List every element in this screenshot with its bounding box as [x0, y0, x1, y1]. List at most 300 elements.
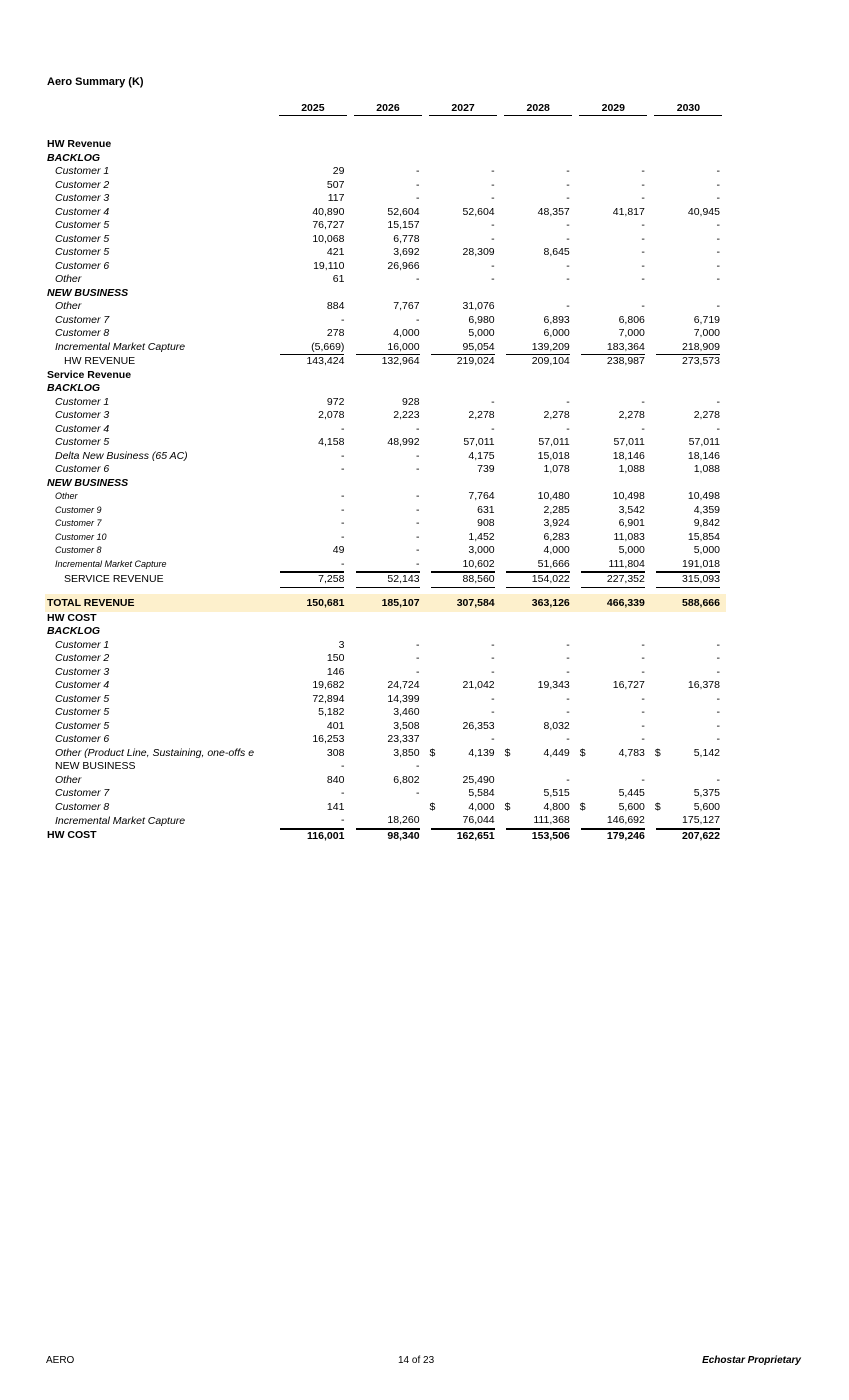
value-cell: 238,987	[606, 355, 645, 367]
value-cell: -	[416, 178, 420, 191]
value-cell: 183,364	[576, 341, 651, 356]
value-cell: -	[641, 165, 645, 177]
year-header: 2025	[275, 100, 350, 116]
value-cell: 40,890	[312, 205, 345, 218]
value-cell: -	[716, 232, 720, 245]
value-cell: -	[716, 246, 720, 258]
row-label: HW REVENUE	[64, 355, 136, 367]
value-cell: 7,764	[468, 490, 495, 502]
value-cell: 4,175	[468, 449, 495, 462]
row-label: Customer 3	[55, 665, 110, 678]
value-cell: 24,724	[387, 679, 420, 691]
row-label: BACKLOG	[47, 382, 101, 394]
value-cell: 111,804	[576, 558, 651, 573]
value-cell: 16,378	[687, 679, 720, 691]
row-label: NEW BUSINESS	[55, 760, 136, 772]
row-label: SERVICE REVENUE	[64, 573, 164, 585]
value-cell: 6,806	[618, 313, 645, 326]
value-cell: 209,104	[531, 355, 570, 367]
value-cell: 5,000	[468, 327, 495, 339]
value-cell: 57,011	[613, 436, 645, 448]
value-cell: 16,727	[612, 679, 645, 691]
value-cell: -	[641, 422, 645, 435]
value-cell: 1,088	[693, 463, 720, 475]
value-cell: -	[416, 517, 420, 529]
table-row	[45, 179, 726, 193]
value-cell: 6,893	[543, 313, 570, 326]
value-cell: 10,498	[687, 490, 720, 502]
table-row	[45, 409, 726, 423]
value-cell: 146	[326, 665, 345, 678]
table-row	[45, 327, 726, 341]
row-label: Incremental Market Capture	[55, 341, 186, 353]
value-cell: 2,285	[543, 503, 570, 516]
value-cell: -	[491, 192, 495, 204]
row-label: Customer 5	[55, 692, 110, 705]
value-cell: -	[716, 692, 720, 705]
value-cell: -	[716, 706, 720, 718]
value-cell: 2,278	[618, 409, 645, 421]
row-label: HW COST	[47, 829, 97, 841]
value-cell: -	[416, 449, 420, 462]
value-cell: 3,508	[393, 719, 420, 732]
value-cell: -	[716, 422, 720, 435]
value-cell: 19,343	[537, 679, 570, 691]
value-cell: 57,011	[463, 436, 495, 448]
row-label: Customer 9	[55, 504, 102, 515]
value-cell: 3,692	[393, 246, 420, 258]
value-cell	[501, 760, 576, 774]
table-row	[45, 206, 726, 220]
value-cell: 4,359	[693, 503, 720, 516]
value-cell: 1,452	[468, 530, 495, 543]
table-row	[45, 219, 726, 233]
value-cell: -	[716, 665, 720, 678]
table-row	[45, 594, 726, 612]
value-cell: 14,399	[387, 692, 420, 705]
value-cell: -	[641, 652, 645, 664]
value-cell: 840	[326, 773, 345, 786]
value-cell: -	[566, 773, 570, 786]
value-cell: 3,460	[393, 706, 420, 718]
row-label: BACKLOG	[47, 151, 101, 164]
value-cell: 588,666	[651, 594, 726, 612]
table-row	[45, 787, 726, 801]
value-cell: 5,000	[618, 544, 645, 556]
value-cell: -	[641, 232, 645, 245]
row-label: Customer 5	[55, 219, 110, 231]
value-cell: -	[641, 246, 645, 258]
value-cell: -	[340, 530, 345, 543]
value-cell: 72,894	[312, 692, 345, 705]
value-cell: 16,000	[350, 341, 425, 356]
value-cell	[350, 801, 425, 815]
value-cell: 52,604	[387, 205, 420, 218]
value-cell: 4,000	[543, 544, 570, 556]
value-cell: -	[416, 192, 420, 204]
row-label: Incremental Market Capture	[55, 814, 186, 827]
value-cell: $ 4,783	[576, 747, 651, 761]
value-cell: 28,309	[462, 246, 495, 258]
row-label: Customer 1	[55, 165, 110, 177]
table-row	[45, 314, 726, 328]
value-cell: 4,000	[393, 327, 420, 339]
value-cell: -	[566, 733, 570, 745]
value-cell: 41,817	[612, 205, 645, 218]
value-cell: 57,011	[688, 436, 720, 448]
value-cell: 150,681	[275, 594, 350, 612]
value-cell: 21,042	[462, 679, 495, 691]
value-cell: -	[491, 395, 495, 408]
value-cell: -	[716, 219, 720, 231]
row-label: Customer 4	[55, 679, 110, 691]
row-label: Customer 4	[55, 422, 110, 435]
table-row	[45, 233, 726, 247]
value-cell: 219,024	[456, 355, 495, 367]
value-cell: -	[491, 692, 495, 705]
value-cell: 31,076	[462, 300, 495, 312]
table-row	[45, 396, 726, 410]
value-cell: 117	[327, 192, 345, 204]
year-header: 2026	[350, 100, 425, 116]
value-cell: 884	[326, 300, 345, 312]
value-cell: 150	[326, 652, 345, 664]
value-cell: $ 4,000	[426, 801, 501, 815]
value-cell: -	[416, 463, 420, 475]
value-cell: 49	[332, 544, 345, 556]
table-row	[45, 341, 726, 356]
value-cell: -	[491, 273, 495, 285]
row-label: Incremental Market Capture	[55, 559, 167, 569]
value-cell: 26,966	[387, 259, 420, 272]
value-cell: -	[340, 313, 345, 326]
value-cell: 7,000	[618, 327, 645, 339]
row-label: Other	[55, 273, 82, 285]
value-cell: 7,767	[393, 300, 420, 312]
row-label: Customer 6	[55, 733, 110, 745]
value-cell: 4,158	[318, 436, 345, 448]
value-cell: 19,110	[313, 259, 345, 272]
table-row	[45, 355, 726, 369]
currency-symbol: $	[429, 746, 436, 759]
value-cell: 6,000	[543, 327, 570, 339]
value-cell: 507	[326, 178, 345, 191]
value-cell: 5,000	[693, 544, 720, 556]
value-cell: 227,352	[576, 572, 651, 588]
table-row	[45, 558, 726, 573]
value-cell: -	[416, 544, 420, 556]
value-cell: 116,001	[275, 829, 350, 844]
value-cell: 3,000	[468, 544, 495, 556]
value-cell: -	[416, 313, 420, 326]
value-cell: -	[491, 422, 495, 435]
table-row	[45, 382, 726, 396]
value-cell: -	[641, 273, 645, 285]
value-cell: -	[716, 719, 720, 732]
value-cell: 5,584	[468, 787, 495, 799]
value-cell: 10,498	[612, 490, 645, 502]
value-cell: 141	[326, 800, 345, 813]
value-cell: -	[566, 652, 570, 664]
value-cell: -	[491, 219, 495, 231]
value-cell: -	[566, 192, 570, 204]
value-cell: 23,337	[387, 733, 420, 745]
value-cell: -	[491, 259, 495, 272]
value-cell: -	[641, 178, 645, 191]
value-cell: 25,490	[462, 773, 495, 786]
currency-symbol: $	[654, 800, 661, 813]
value-cell: 10,068	[312, 232, 345, 245]
summary-table	[45, 100, 726, 843]
sheet-title: Aero Summary (K)	[47, 76, 144, 88]
row-label: NEW BUSINESS	[47, 476, 129, 489]
value-cell: 15,854	[687, 530, 720, 543]
value-cell: 9,842	[693, 517, 720, 529]
value-cell: -	[716, 395, 720, 408]
value-cell: 185,107	[350, 594, 425, 612]
value-cell: -	[416, 760, 420, 772]
value-cell: 401	[326, 719, 345, 732]
value-cell: -	[566, 259, 570, 272]
table-row	[45, 612, 726, 626]
table-row	[45, 801, 726, 815]
value-cell: -	[416, 652, 420, 664]
value-cell: 132,964	[381, 355, 420, 367]
table-row	[45, 423, 726, 437]
value-cell: 1,078	[543, 463, 570, 475]
value-cell: 143,424	[306, 355, 345, 367]
value-cell: -	[275, 814, 350, 829]
value-cell: 11,083	[613, 530, 645, 543]
value-cell: 308	[326, 746, 345, 759]
table-row	[45, 639, 726, 653]
value-cell: 18,146	[687, 449, 720, 462]
row-label: Customer 5	[55, 706, 110, 718]
value-cell: 153,506	[501, 829, 576, 844]
value-cell: 7,258	[275, 572, 350, 588]
value-cell: -	[641, 395, 645, 408]
value-cell: 3,924	[543, 517, 570, 529]
value-cell: 10,480	[537, 490, 570, 502]
value-cell: 928	[402, 395, 420, 408]
value-cell: -	[716, 733, 720, 745]
row-label: Customer 7	[55, 787, 110, 799]
row-label: Customer 6	[55, 259, 110, 272]
table-row	[45, 720, 726, 734]
value-cell: -	[716, 773, 720, 786]
value-cell: 179,246	[576, 829, 651, 844]
table-row	[45, 260, 726, 274]
year-header: 2028	[501, 100, 576, 116]
table-row	[45, 693, 726, 707]
table-row	[45, 504, 726, 518]
year-header: 2029	[576, 100, 651, 116]
row-label: Customer 4	[55, 205, 110, 218]
row-label: BACKLOG	[47, 625, 101, 637]
value-cell: 48,992	[387, 436, 420, 448]
table-row	[45, 747, 726, 761]
row-label: Customer 8	[55, 327, 110, 339]
row-label: Other	[55, 300, 82, 312]
value-cell: 29	[332, 165, 345, 177]
value-cell: 40,945	[687, 205, 720, 218]
value-cell: -	[641, 665, 645, 678]
value-cell: 139,209	[501, 341, 576, 356]
value-cell: 631	[477, 503, 495, 516]
value-cell: -	[641, 773, 645, 786]
value-cell: 18,146	[612, 449, 645, 462]
value-cell: 52,143	[350, 572, 425, 588]
value-cell	[651, 760, 726, 774]
value-cell: -	[716, 165, 720, 177]
value-cell: -	[416, 273, 420, 285]
table-row	[45, 829, 726, 844]
value-cell: -	[716, 652, 720, 664]
value-cell: -	[641, 692, 645, 705]
value-cell: -	[716, 192, 720, 204]
row-label: Customer 1	[55, 638, 110, 651]
row-label: HW Revenue	[47, 138, 112, 150]
value-cell: 421	[326, 246, 345, 258]
value-cell: -	[416, 503, 420, 516]
value-cell: -	[491, 652, 495, 664]
value-cell: -	[566, 219, 570, 231]
value-cell: 315,093	[651, 572, 726, 588]
table-row	[45, 300, 726, 314]
value-cell: -	[491, 665, 495, 678]
table-row	[45, 733, 726, 747]
value-cell: 76,044	[426, 814, 501, 829]
value-cell: 162,651	[426, 829, 501, 844]
table-row	[45, 436, 726, 450]
value-cell: -	[641, 638, 645, 651]
table-row	[45, 760, 726, 774]
value-cell: -	[641, 706, 645, 718]
value-cell: 363,126	[501, 594, 576, 612]
value-cell: -	[716, 178, 720, 191]
value-cell: 7,000	[693, 327, 720, 339]
value-cell: $ 4,449	[501, 747, 576, 761]
value-cell: -	[566, 273, 570, 285]
table-row	[45, 152, 726, 166]
row-label: Customer 8	[55, 800, 110, 813]
table-row	[45, 544, 726, 558]
value-cell: -	[416, 665, 420, 678]
value-cell: -	[641, 733, 645, 745]
table-row	[45, 706, 726, 720]
value-cell: 2,278	[693, 409, 720, 421]
value-cell: -	[491, 232, 495, 245]
table-row	[45, 517, 726, 531]
value-cell: -	[491, 706, 495, 718]
header-label-cell	[45, 100, 275, 116]
row-label: Customer 3	[55, 409, 110, 421]
table-row	[45, 369, 726, 383]
row-label: Customer 10	[55, 531, 107, 542]
value-cell: -	[716, 259, 720, 272]
value-cell: $ 5,600	[651, 801, 726, 815]
value-cell: -	[566, 692, 570, 705]
table-row	[45, 477, 726, 491]
table-body	[45, 138, 726, 843]
value-cell: 15,018	[537, 449, 570, 462]
value-cell: 18,260	[350, 814, 425, 829]
value-cell: -	[416, 165, 420, 177]
row-label: Customer 2	[55, 178, 110, 191]
value-cell: -	[416, 422, 420, 435]
value-cell: 3,850	[393, 746, 420, 759]
value-cell: 57,011	[538, 436, 570, 448]
row-label: Other (Product Line, Sustaining, one-offs e	[55, 746, 255, 759]
value-cell: -	[416, 787, 420, 799]
value-cell: -	[340, 463, 345, 475]
value-cell: -	[566, 300, 570, 312]
value-cell: -	[716, 638, 720, 651]
value-cell: -	[340, 760, 345, 772]
value-cell: -	[340, 503, 345, 516]
table-row	[45, 287, 726, 301]
row-label: NEW BUSINESS	[47, 286, 129, 299]
year-header: 2027	[426, 100, 501, 116]
value-cell: 51,666	[501, 558, 576, 573]
value-cell: -	[350, 558, 425, 573]
value-cell: 19,682	[312, 679, 345, 691]
value-cell: 61	[332, 273, 345, 285]
row-label: Customer 6	[55, 463, 110, 475]
value-cell: 48,357	[537, 205, 570, 218]
table-row	[45, 192, 726, 206]
value-cell: -	[566, 232, 570, 245]
year-header: 2030	[651, 100, 726, 116]
value-cell: 3,542	[618, 503, 645, 516]
value-cell: 5,515	[543, 787, 570, 799]
value-cell: 2,278	[543, 409, 570, 421]
value-cell: 307,584	[426, 594, 501, 612]
value-cell: 6,778	[393, 232, 420, 245]
value-cell: -	[491, 733, 495, 745]
table-row	[45, 814, 726, 829]
value-cell: 95,054	[426, 341, 501, 356]
value-cell: 98,340	[350, 829, 425, 844]
value-cell: 972	[326, 395, 345, 408]
row-label: Customer 5	[55, 232, 110, 245]
value-cell: -	[641, 219, 645, 231]
table-row	[45, 652, 726, 666]
value-cell: $ 4,800	[501, 801, 576, 815]
currency-symbol: $	[654, 746, 661, 759]
row-label: Customer 5	[55, 436, 110, 448]
value-cell: 5,182	[318, 706, 345, 718]
value-cell: -	[275, 558, 350, 573]
value-cell: $ 5,142	[651, 747, 726, 761]
row-label: Customer 7	[55, 313, 110, 326]
value-cell: -	[340, 422, 345, 435]
table-row	[45, 138, 726, 152]
value-cell: 278	[326, 327, 345, 339]
value-cell: 2,223	[393, 409, 420, 421]
value-cell: 16,253	[312, 733, 345, 745]
value-cell: 15,157	[387, 219, 420, 231]
value-cell: $ 4,139	[426, 747, 501, 761]
currency-symbol: $	[579, 800, 586, 813]
value-cell: -	[716, 300, 720, 312]
table-row	[45, 531, 726, 545]
value-cell: 6,980	[468, 313, 495, 326]
row-label: TOTAL REVENUE	[45, 594, 275, 612]
value-cell: 2,078	[318, 409, 345, 421]
table-row	[45, 463, 726, 477]
currency-symbol: $	[504, 746, 511, 759]
